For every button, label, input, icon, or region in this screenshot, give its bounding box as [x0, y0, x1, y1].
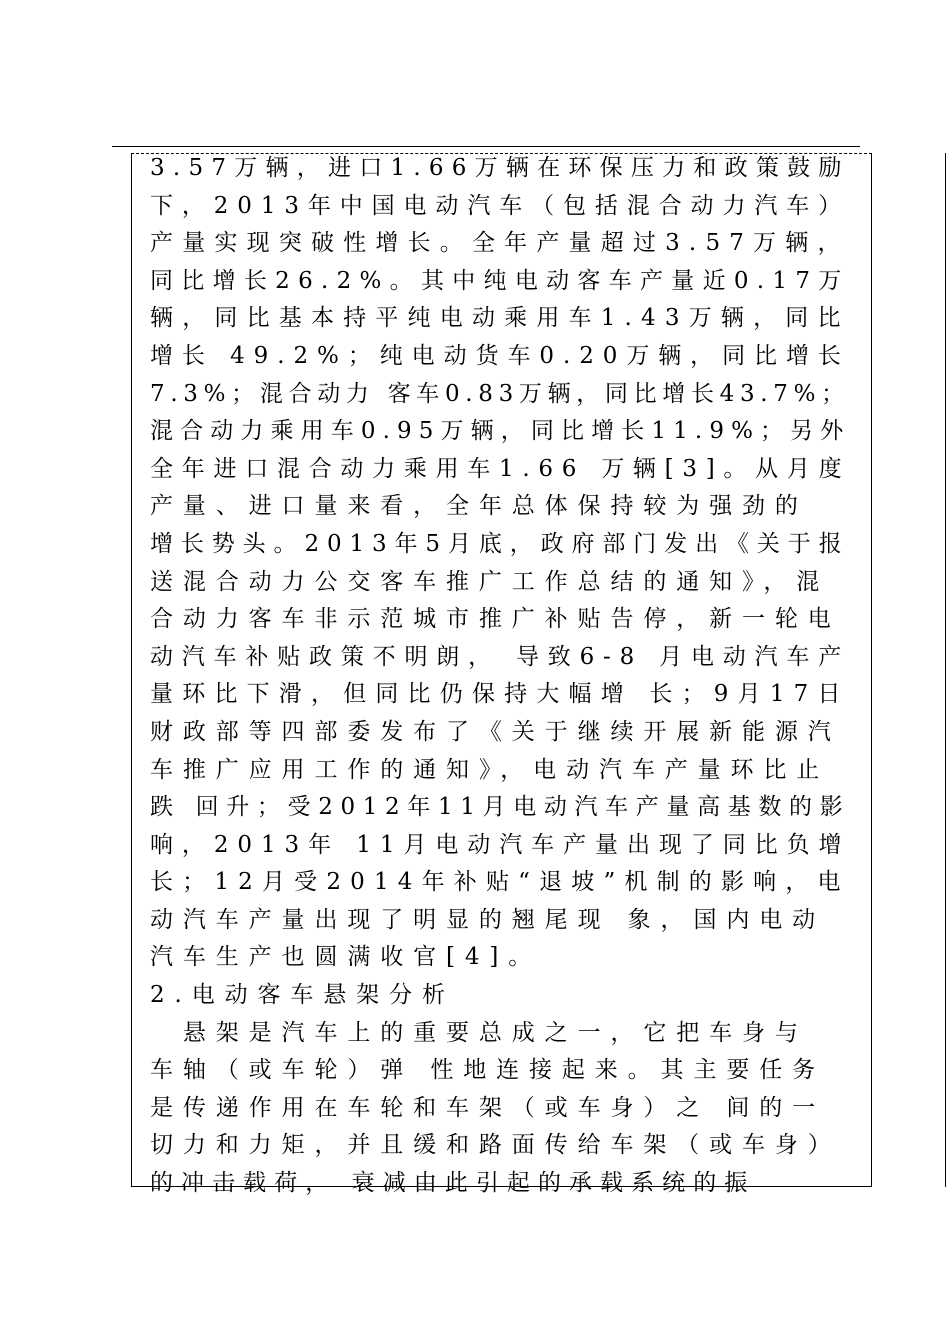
text-line: 送混合动力公交客车推广工作总结的通知》，混	[150, 568, 830, 595]
text-line: 财政部等四部委发布了《关于继续开展新能源汽	[150, 718, 841, 745]
text-line: 跌 回升；受2012年11月电动汽车产量高基数的影	[150, 794, 851, 821]
text-line: 是传递作用在车轮和车架（或车身）之 间的一	[150, 1094, 826, 1121]
section-heading: 2.电动客车悬架分析	[150, 982, 455, 1009]
text-line: 的冲击载荷， 衰减由此引起的承载系统的振	[150, 1170, 756, 1197]
right-margin-rule	[945, 153, 946, 1187]
text-line: 3.57万辆，进口1.66万辆在环保压力和政策鼓励	[150, 155, 850, 181]
text-line: 增长势头。2013年5月底，政府部门发出《关于报	[150, 530, 850, 557]
text-line: 产量、进口量来看，全年总体保持较为强劲的	[150, 493, 808, 520]
text-line: 增长 49.2%；纯电动货车0.20万辆，同比增长	[150, 342, 850, 369]
body-text	[150, 150, 850, 1203]
text-line: 动汽车补贴政策不明朗， 导致6-8 月电动汽车产	[150, 643, 851, 670]
text-line: 下，2013年中国电动汽车（包括混合动力汽车）	[150, 192, 851, 219]
text-line: 量环比下滑，但同比仍保持大幅增 长；9月17日	[150, 681, 850, 708]
text-line: 长；12月受2014年补贴“退坡”机制的影响，电	[150, 869, 850, 896]
text-line: 产量实现突破性增长。全年产量超过3.57万辆，	[150, 230, 850, 257]
header-rule	[112, 146, 860, 147]
text-line: 动汽车产量出现了明显的翘尾现 象，国内电动	[150, 906, 826, 933]
text-line: 悬架是汽车上的重要总成之一，它把车身与	[150, 1019, 808, 1046]
text-line: 混合动力乘用车0.95万辆，同比增长11.9%；另外	[150, 418, 851, 445]
text-line: 7.3%；混合动力 客车0.83万辆，同比增长43.7%；	[150, 380, 850, 407]
text-line: 全年进口混合动力乘用车1.66 万辆[3]。从月度	[150, 455, 851, 482]
text-line: 车推广应用工作的通知》，电动汽车产量环比止	[150, 756, 830, 783]
text-line: 同比增长26.2%。其中纯电动客车产量近0.17万	[150, 267, 850, 294]
text-line: 合动力客车非示范城市推广补贴告停，新一轮电	[150, 606, 841, 633]
text-line: 汽车生产也圆满收官[4]。	[150, 944, 542, 971]
text-line: 切力和力矩，并且缓和路面传给车架（或车身）	[150, 1132, 841, 1159]
text-line: 车轴（或车轮）弹 性地连接起来。其主要任务	[150, 1057, 826, 1084]
text-line: 辆，同比基本持平纯电动乘用车1.43万辆，同比	[150, 305, 850, 332]
text-line: 响，2013年 11月电动汽车产量出现了同比负增	[150, 831, 851, 858]
